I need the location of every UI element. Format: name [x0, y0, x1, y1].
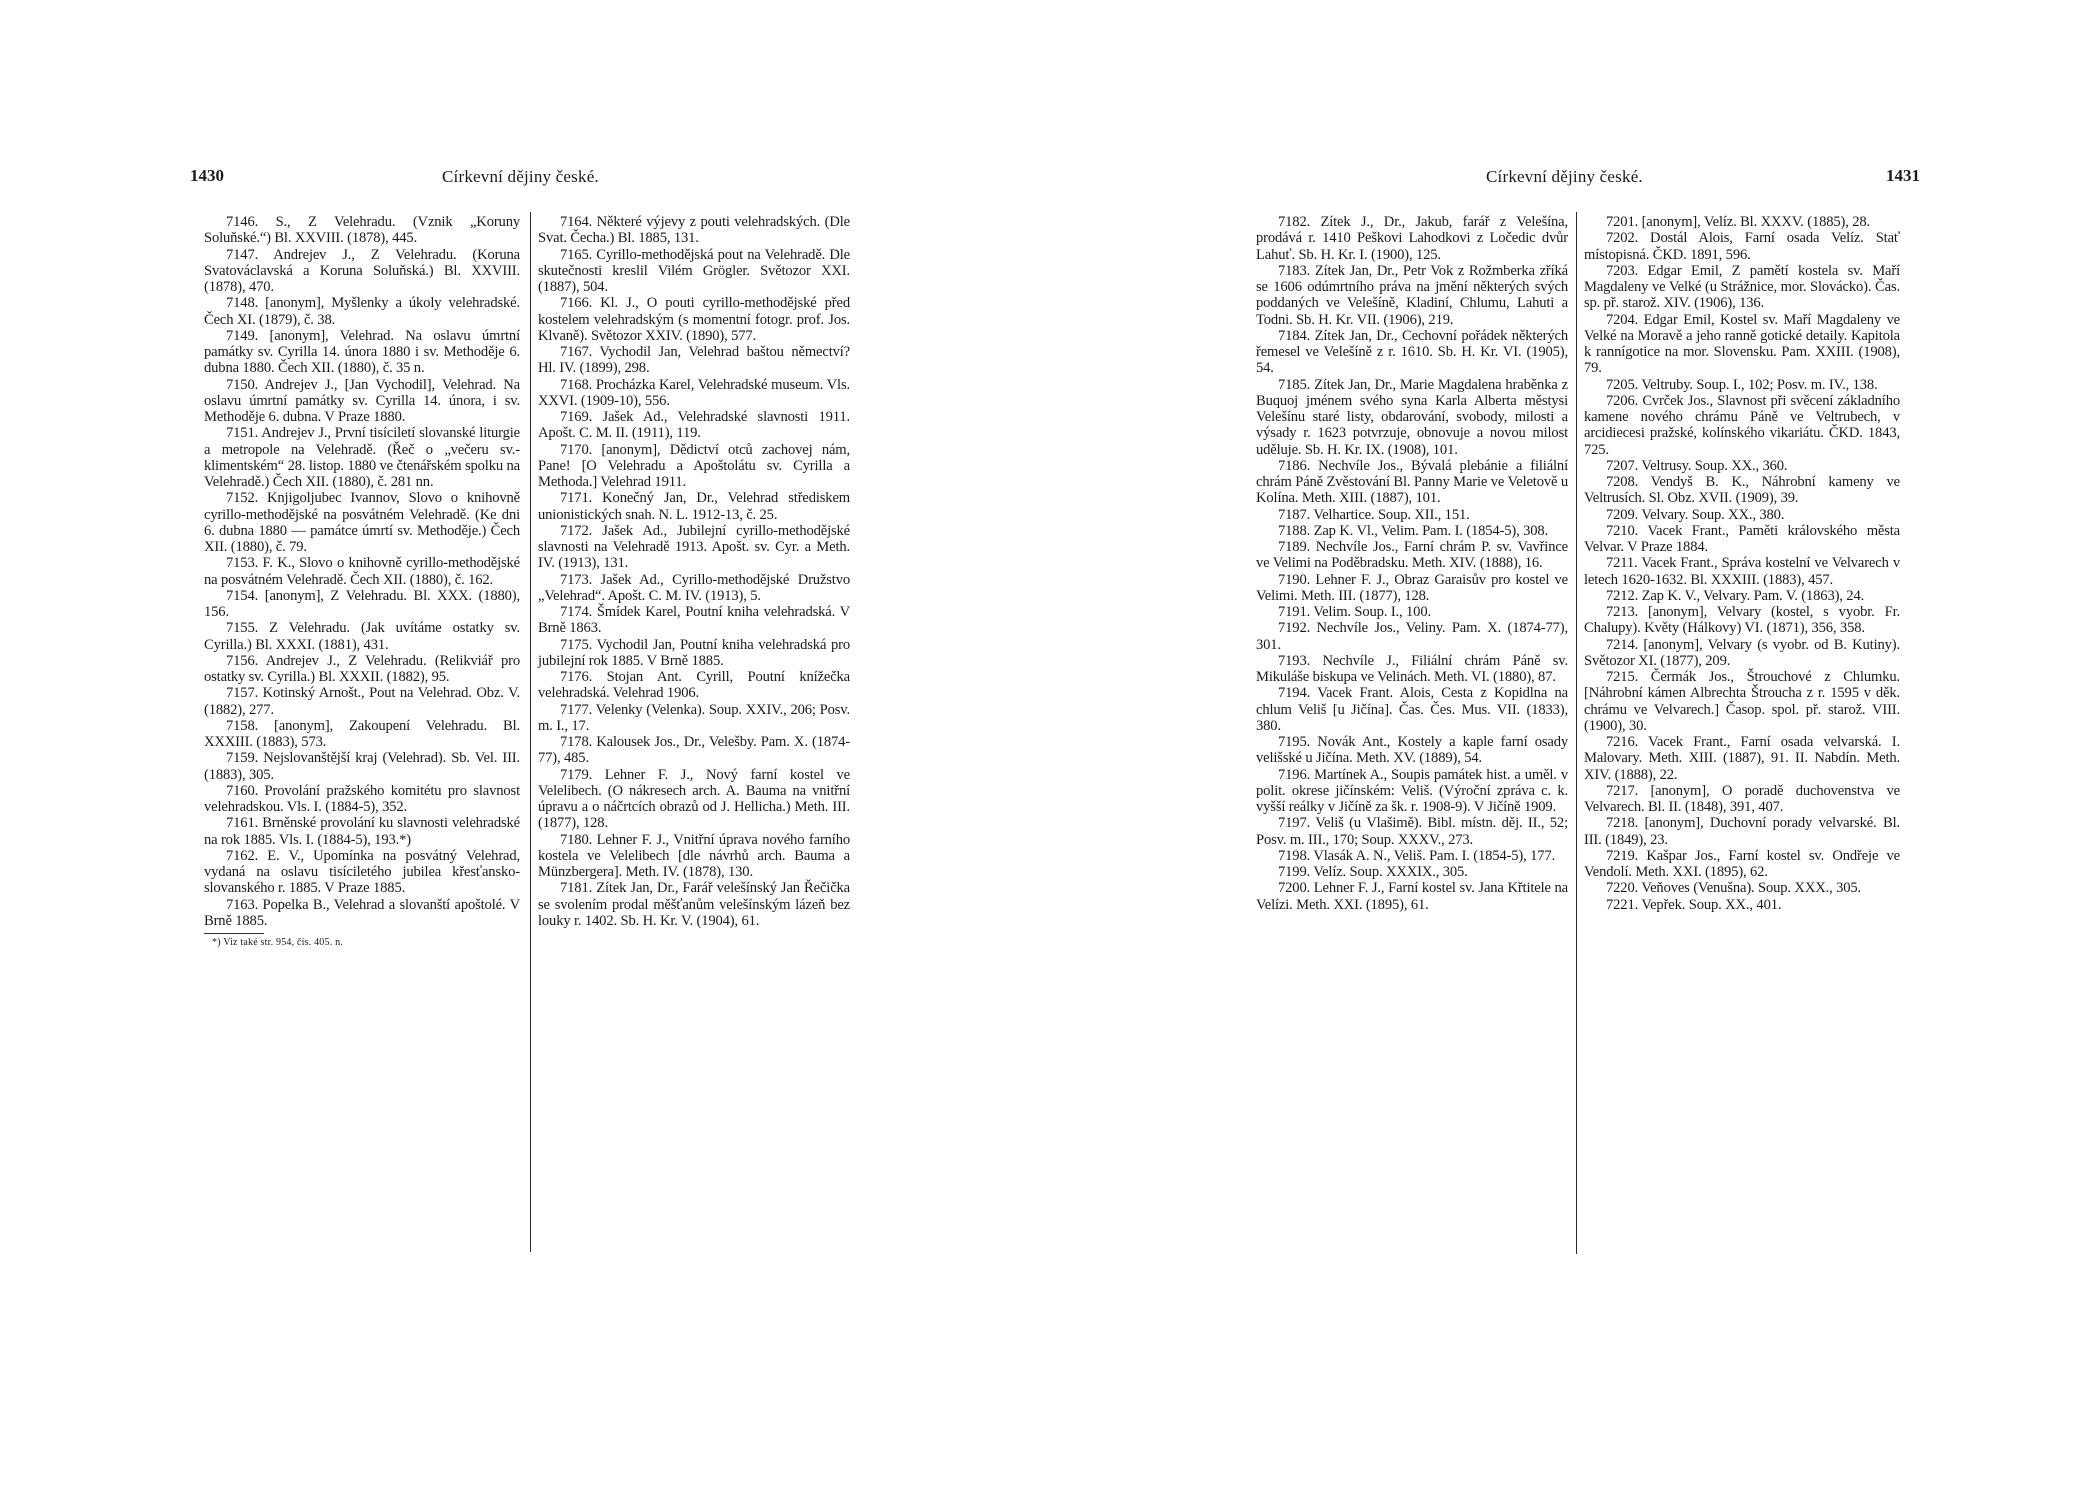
bibliography-entry: 7152. Knjigoljubec Ivannov, Slovo o knihovně cyrillo-methodějské na posvátném Velehradě. (Ke dni 6. dubna 1880 — památce úmrtí sv. Methoděje.) Čech XII. (1880), č. 79.: [204, 490, 520, 555]
bibliography-entry: 7213. [anonym], Velvary (kostel, s vyobr. Fr. Chalupy). Květy (Hálkovy) VI. (1871), 356, 358.: [1584, 604, 1900, 637]
bibliography-entry: 7203. Edgar Emil, Z pamětí kostela sv. Maří Magdaleny ve Velké (u Strážnice, mor. Slovácko). Čas. sp. př. starož. XIV. (1906), 136.: [1584, 262, 1900, 312]
bibliography-entry: 7163. Popelka B., Velehrad a slovanští apoštolé. V Brně 1885.: [204, 896, 520, 929]
bibliography-entry: 7206. Cvrček Jos., Slavnost při svěcení základního kamene nového chrámu Páně ve Veltrubech, v arcidiecesi pražské, kolínského vikariátu. ČKD. 1843, 725.: [1584, 392, 1900, 458]
column-divider: [1576, 212, 1577, 1254]
bibliography-entry: 7202. Dostál Alois, Farní osada Velíz. Stať místopisná. ČKD. 1891, 596.: [1584, 230, 1900, 263]
bibliography-entry: 7162. E. V., Upomínka na posvátný Velehrad, vydaná na oslavu tisíciletého jubilea křesťansko-slovanského r. 1885. V Praze 1885.: [204, 847, 520, 897]
bibliography-entry: 7171. Konečný Jan, Dr., Velehrad střediskem unionistických snah. N. L. 1912-13, č. 25.: [538, 490, 850, 523]
bibliography-entry: 7150. Andrejev J., [Jan Vychodil], Velehrad. Na oslavu úmrtní památky sv. Cyrilla 14. února, i sv. Methoděje 6. dubna. V Praze 1880.: [204, 376, 520, 425]
right-page-column-1: [1256, 214, 1568, 913]
bibliography-entry: 7182. Zítek J., Dr., Jakub, farář z Velešína, prodává r. 1410 Peškovi Lahodkovi z Ločedic dvůr Lahuť. Sb. H. Kr. I. (1900), 125.: [1256, 214, 1568, 263]
bibliography-entry: 7200. Lehner F. J., Farní kostel sv. Jana Křtitele na Velízi. Meth. XXI. (1895), 61.: [1256, 880, 1568, 913]
bibliography-entry: 7178. Kalousek Jos., Dr., Velešby. Pam. X. (1874-77), 485.: [538, 734, 850, 767]
bibliography-entry: 7185. Zítek Jan, Dr., Marie Magdalena hraběnka z Buquoj jménem svého syna Karla Alberta městysi Velešínu staré listy, obdarování, svobody, milosti a výsady r. 1623 potvrzuje, obnovuje a novou milost uděluje. Sb. H. Kr. IX. (1908), 101.: [1256, 376, 1568, 458]
right-page-column-2: [1584, 214, 1900, 913]
bibliography-entry: 7164. Některé výjevy z pouti velehradských. (Dle Svat. Čecha.) Bl. 1885, 131.: [538, 214, 850, 247]
bibliography-entry: 7208. Vendyš B. K., Náhrobní kameny ve Veltrusích. Sl. Obz. XVII. (1909), 39.: [1584, 474, 1900, 507]
bibliography-entry: 7169. Jašek Ad., Velehradské slavnosti 1911. Apošt. C. M. II. (1911), 119.: [538, 409, 850, 442]
bibliography-entry: 7159. Nejslovanštější kraj (Velehrad). Sb. Vel. III. (1883), 305.: [204, 750, 520, 783]
bibliography-entry: 7146. S., Z Velehradu. (Vznik „Koruny Soluňské.“) Bl. XXVIII. (1878), 445.: [204, 214, 520, 247]
bibliography-entry: 7207. Veltrusy. Soup. XX., 360.: [1606, 457, 1788, 474]
bibliography-entry: 7177. Velenky (Velenka). Soup. XXIV., 206; Posv. m. I., 17.: [538, 701, 850, 734]
right-page: [1048, 0, 2096, 1500]
bibliography-entry: 7174. Šmídek Karel, Poutní kniha velehradská. V Brně 1863.: [538, 604, 850, 637]
bibliography-entry: 7221. Vepřek. Soup. XX., 401.: [1606, 896, 1782, 913]
bibliography-entry: 7198. Vlasák A. N., Veliš. Pam. I. (1854-5), 177.: [1278, 847, 1556, 864]
bibliography-entry: 7197. Veliš (u Vlašimě). Bibl. místn. děj. II., 52; Posv. m. III., 170; Soup. XXXV., 273.: [1256, 815, 1568, 848]
bibliography-entry: 7211. Vacek Frant., Správa kostelní ve Velvarech v letech 1620-1632. Bl. XXXIII. (1883), 457.: [1584, 555, 1900, 588]
page-number: 1430: [190, 166, 224, 185]
bibliography-entry: 7212. Zap K. V., Velvary. Pam. V. (1863), 24.: [1606, 587, 1865, 604]
bibliography-entry: 7173. Jašek Ad., Cyrillo-methodějské Družstvo „Velehrad“. Apošt. C. M. IV. (1913), 5.: [538, 571, 850, 604]
bibliography-entry: 7154. [anonym], Z Velehradu. Bl. XXX. (1880), 156.: [204, 587, 520, 620]
left-page-column-1: [204, 214, 520, 949]
bibliography-entry: 7193. Nechvíle J., Filiální chrám Páně sv. Mikuláše biskupa ve Velinách. Meth. VI. (1880), 87.: [1256, 652, 1568, 685]
bibliography-entry: 7190. Lehner F. J., Obraz Garaisův pro kostel ve Velimi. Meth. III. (1877), 128.: [1256, 571, 1568, 604]
bibliography-entry: 7210. Vacek Frant., Paměti královského města Velvar. V Praze 1884.: [1584, 522, 1900, 555]
bibliography-entry: 7183. Zítek Jan, Dr., Petr Vok z Rožmberka zříká se 1606 odúmrtního práva na jmění některých svých poddaných ve Velešíně, Kladiní, Chlumu, Lahuti a Todni. Sb. H. Kr. VII. (1906), 219.: [1256, 262, 1568, 328]
bibliography-entry: 7168. Procházka Karel, Velehradské museum. Vls. XXVI. (1909-10), 556.: [538, 376, 850, 409]
bibliography-entry: 7220. Veňoves (Venušna). Soup. XXX., 305.: [1606, 880, 1862, 897]
bibliography-entry: 7189. Nechvíle Jos., Farní chrám P. sv. Vavřince ve Velimi na Poděbradsku. Meth. XIV. (1888), 16.: [1256, 539, 1568, 572]
bibliography-entry: 7205. Veltruby. Soup. I., 102; Posv. m. IV., 138.: [1606, 376, 1878, 393]
footnote: *) Viz také str. 954, čís. 405. n.: [212, 937, 343, 948]
bibliography-entry: 7149. [anonym], Velehrad. Na oslavu úmrtní památky sv. Cyrilla 14. února 1880 i sv. Methoděje 6. dubna 1880. Čech XII. (1880), č. 35 n.: [204, 327, 520, 377]
bibliography-entry: 7170. [anonym], Dědictví otců zachovej nám, Pane! [O Velehradu a Apoštolátu sv. Cyrilla a Methoda.] Velehrad 1911.: [538, 441, 850, 490]
bibliography-entry: 7216. Vacek Frant., Farní osada velvarská. I. Malovary. Meth. XIII. (1887), 91. II. Nabdín. Meth. XIV. (1888), 22.: [1584, 734, 1900, 783]
footnote-rule: [204, 933, 264, 934]
bibliography-entry: 7181. Zítek Jan, Dr., Farář velešínský Jan Řečička se svolením prodal měšťanům velešínským lázeň bez louky r. 1402. Sb. H. Kr. V. (1904), 61.: [538, 880, 850, 929]
bibliography-entry: 7151. Andrejev J., První tisíciletí slovanské liturgie a metropole na Velehradě. (Řeč o „večeru sv.-klimentském“ 28. listop. 1880 ve čtenářském spolku na Velehradě.) Čech XII. (1880), č. 281 nn.: [204, 425, 520, 490]
bibliography-entry: 7172. Jašek Ad., Jubilejní cyrillo-methodějské slavnosti na Velehradě 1913. Apošt. sv. Cyr. a Meth. IV. (1913), 131.: [538, 522, 850, 572]
bibliography-entry: 7175. Vychodil Jan, Poutní kniha velehradská pro jubilejní rok 1885. V Brně 1885.: [538, 636, 850, 669]
running-title: Církevní dějiny české.: [1486, 167, 1643, 186]
bibliography-entry: 7192. Nechvíle Jos., Veliny. Pam. X. (1874-77), 301.: [1256, 620, 1568, 653]
bibliography-entry: 7180. Lehner F. J., Vnitřní úprava nového farního kostela ve Velelibech [dle návrhů arch. Bauma a Münzbergera]. Meth. IV. (1878), 130.: [538, 831, 850, 880]
bibliography-entry: 7148. [anonym], Myšlenky a úkoly velehradské. Čech XI. (1879), č. 38.: [204, 295, 520, 328]
bibliography-entry: 7214. [anonym], Velvary (s vyobr. od B. Kutiny). Světozor XI. (1877), 209.: [1584, 636, 1900, 669]
running-title: Církevní dějiny české.: [442, 167, 599, 186]
bibliography-entry: 7188. Zap K. Vl., Velim. Pam. I. (1854-5), 308.: [1278, 522, 1549, 539]
bibliography-entry: 7218. [anonym], Duchovní porady velvarské. Bl. III. (1849), 23.: [1584, 815, 1900, 848]
bibliography-entry: 7166. Kl. J., O pouti cyrillo-methodějské před kostelem velehradským (s momentní fotogr. prof. Jos. Klvaně). Světozor XXIV. (1890), 577.: [538, 295, 850, 344]
bibliography-entry: 7187. Velhartice. Soup. XII., 151.: [1278, 506, 1470, 523]
bibliography-entry: 7167. Vychodil Jan, Velehrad baštou němectví? Hl. IV. (1899), 298.: [538, 344, 850, 377]
bibliography-entry: 7179. Lehner F. J., Nový farní kostel ve Velelibech. (O nákresech arch. A. Bauma na vnitřní úpravu a o náčrtcích obrazů od J. Hellicha.) Meth. III. (1877), 128.: [538, 766, 850, 832]
bibliography-entry: 7209. Velvary. Soup. XX., 380.: [1606, 506, 1785, 523]
bibliography-entry: 7219. Kašpar Jos., Farní kostel sv. Ondřeje ve Vendolí. Meth. XXI. (1895), 62.: [1584, 847, 1900, 880]
bibliography-entry: 7215. Čermák Jos., Štrouchové z Chlumku. [Náhrobní kámen Albrechta Štroucha z r. 1595 v děk. chrámu ve Velvarech.] Časop. spol. př. starož. VIII. (1900), 30.: [1584, 669, 1900, 734]
bibliography-entry: 7201. [anonym], Velíz. Bl. XXXV. (1885), 28.: [1606, 214, 1871, 230]
bibliography-entry: 7165. Cyrillo-methodějská pout na Velehradě. Dle skutečnosti kreslil Vilém Grögler. Světozor XXI. (1887), 504.: [538, 246, 850, 295]
bibliography-entry: 7204. Edgar Emil, Kostel sv. Maří Magdaleny ve Velké na Moravě a jeho ranně gotické detaily. Kapitola k rannígotice na mor. Slovensku. Pam. XXIII. (1908), 79.: [1584, 311, 1900, 377]
bibliography-entry: 7199. Velíz. Soup. XXXIX., 305.: [1278, 864, 1468, 880]
bibliography-entry: 7186. Nechvíle Jos., Bývalá plebánie a filiální chrám Páně Zvěstování Bl. Panny Marie ve Veletově u Kolína. Meth. XIII. (1887), 101.: [1256, 457, 1568, 507]
bibliography-entry: 7155. Z Velehradu. (Jak uvítáme ostatky sv. Cyrilla.) Bl. XXXI. (1881), 431.: [204, 620, 520, 653]
bibliography-entry: 7158. [anonym], Zakoupení Velehradu. Bl. XXXIII. (1883), 573.: [204, 717, 520, 750]
bibliography-entry: 7160. Provolání pražského komitétu pro slavnost velehradskou. Vls. I. (1884-5), 352.: [204, 782, 520, 815]
bibliography-entry: 7156. Andrejev J., Z Velehradu. (Relikviář pro ostatky sv. Cyrilla.) Bl. XXXII. (1882), 95.: [204, 652, 520, 685]
bibliography-entry: 7176. Stojan Ant. Cyrill, Poutní knížečka velehradská. Velehrad 1906.: [538, 669, 850, 702]
bibliography-entry: 7191. Velim. Soup. I., 100.: [1278, 604, 1431, 620]
bibliography-entry: 7194. Vacek Frant. Alois, Cesta z Kopidlna na chlum Veliš [u Jičína]. Čas. Čes. Mus. VII. (1833), 380.: [1256, 685, 1568, 734]
left-page-column-2: [538, 214, 850, 929]
bibliography-entry: 7196. Martínek A., Soupis památek hist. a uměl. v polit. okrese jičínském: Veliš. (Výroční zpráva c. k. vyšší reálky v Jičíně za šk. r. 1908-9). V Jičíně 1909.: [1256, 766, 1568, 815]
page-number: 1431: [1886, 166, 1920, 185]
bibliography-entry: 7195. Novák Ant., Kostely a kaple farní osady velišské u Jičína. Meth. XV. (1889), 54.: [1256, 734, 1568, 767]
column-divider: [530, 212, 531, 1252]
bibliography-entry: 7153. F. K., Slovo o knihovně cyrillo-methodějské na posvátném Velehradě. Čech XII. (1880), č. 162.: [204, 555, 520, 588]
bibliography-entry: 7184. Zítek Jan, Dr., Cechovní pořádek některých řemesel ve Velešíně z r. 1610. Sb. H. Kr. VI. (1905), 54.: [1256, 327, 1568, 377]
bibliography-entry: 7161. Brněnské provolání ku slavnosti velehradské na rok 1885. Vls. I. (1884-5), 193.*): [204, 815, 520, 848]
bibliography-entry: 7157. Kotinský Arnošt., Pout na Velehrad. Obz. V. (1882), 277.: [204, 685, 520, 718]
bibliography-entry: 7147. Andrejev J., Z Velehradu. (Koruna Svatováclavská a Koruna Soluňská.) Bl. XXVIII. (1878), 470.: [204, 246, 520, 295]
bibliography-entry: 7217. [anonym], O poradě duchovenstva ve Velvarech. Bl. II. (1848), 391, 407.: [1584, 782, 1900, 815]
